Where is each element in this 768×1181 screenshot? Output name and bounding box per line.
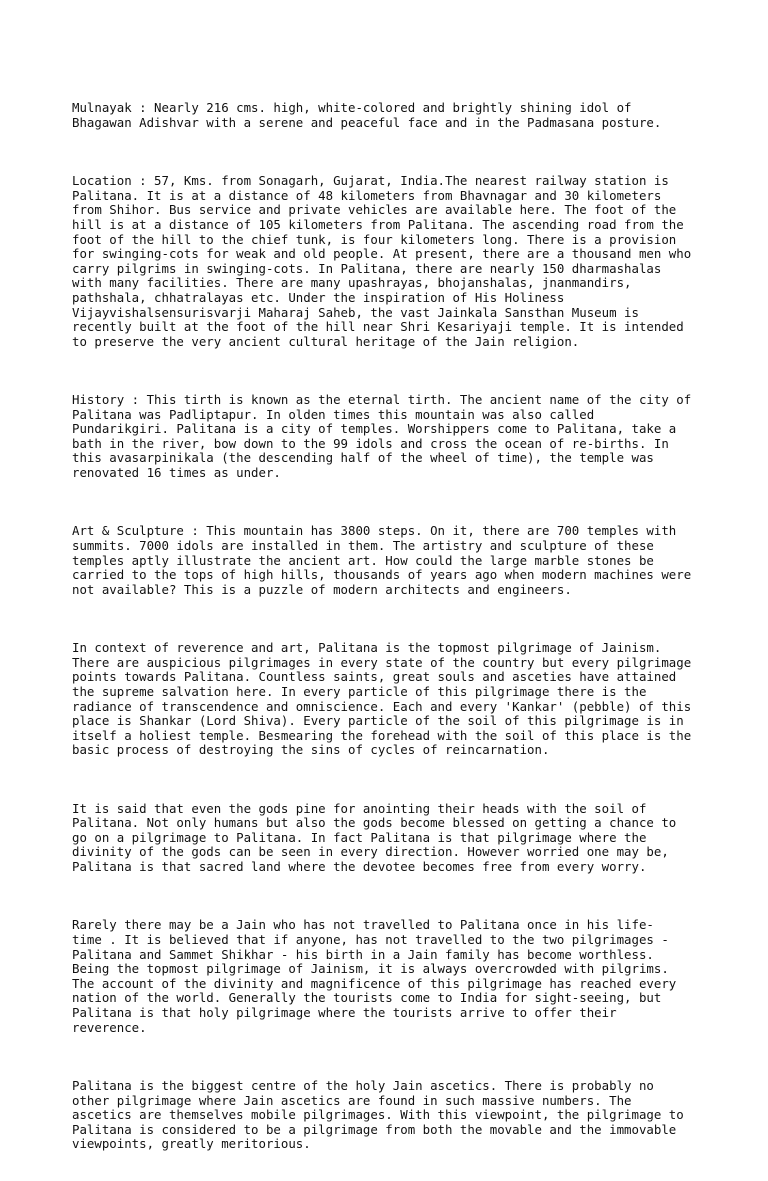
paragraph-rarely-jain: Rarely there may be a Jain who has not travelled to Palitana once in his life- time . It is believed that if anyone, has not travelled to the two pilgrimages - Palitana and Sammet Shikhar - his birth in a Jain family has become worthless. Being the topmost pilgrimage of Jainism, it is always overcrowded with pilgrims. The account of the divinity and magnificence of this pilgrimage has reached every nation of the world. Generally the tourists come to India for sight-seeing, but Palitana is that holy pilgrimage where the tourists arrive to offer their reverence.	[72, 917, 677, 1035]
paragraph-gods-pine: It is said that even the gods pine for anointing their heads with the soil of Palitana. Not only humans but also the gods become blessed on getting a chance to go on a pilgrimage to Palitana. In fact Palitana is that pilgrimage where the divinity of the gods can be seen in every direction. However worried one may be, Palitana is that sacred land where the devotee becomes free from every worry.	[72, 800, 677, 875]
document-page	[72, 72, 712, 1181]
paragraph-reverence-and-art: In context of reverence and art, Palitana is the topmost pilgrimage of Jainism. There are auspicious pilgrimages in every state of the country but every pilgrimage points towards Palitana. Countless saints, great souls and asceties have attained the supreme salvation here. In every particle of this pilgrimage there is the radiance of transcendence and omniscience. Each and every 'Kankar' (pebble) of this place is Shankar (Lord Shiva). Every particle of the soil of this pilgrimage is in itself a holiest temple. Besmearing the forehead with the soil of this place is the basic process of destroying the sins of cycles of reincarnation.	[72, 640, 692, 758]
paragraph-location: Location : 57, Kms. from Sonagarh, Gujarat, India.The nearest railway station is Palitana. It is at a distance of 48 kilometers from Bhavnagar and 30 kilometers from Shihor. Bus service and private vehicles are available here. The foot of the hill is at a distance of 105 kilometers from Palitana. The ascending road from the foot of the hill to the chief tunk, is four kilometers long. There is a provision for swinging-cots for weak and old people. At present, there are a thousand men who carry pilgrims in swinging-cots. In Palitana, there are nearly 150 dharmashalas with many facilities. There are many upashrayas, bhojanshalas, jnanmandirs, pathshala, chhatralayas etc. Under the inspiration of His Holiness Vijayvishalsensurisvarji Maharaj Saheb, the vast Jainkala Sansthan Museum is recently built at the foot of the hill near Shri Kesariyaji temple. It is intended to preserve the very ancient cultural heritage of the Jain religion.	[72, 173, 692, 349]
paragraph-mulnayak: Mulnayak : Nearly 216 cms. high, white-colored and brightly shining idol of Bhagawan Adishvar with a serene and peaceful face and in the Padmasana posture.	[72, 100, 662, 130]
paragraph-art-sculpture: Art & Sculpture : This mountain has 3800 steps. On it, there are 700 temples with summits. 7000 idols are installed in them. The artistry and sculpture of these temples aptly illustrate the ancient art. How could the large marble stones be carried to the tops of high hills, thousands of years ago when modern machines were not available? This is a puzzle of modern architects and engineers.	[72, 523, 692, 597]
paragraph-history: History : This tirth is known as the eternal tirth. The ancient name of the city of Palitana was Padliptapur. In olden times this mountain was also called Pundarikgiri. Palitana is a city of temples. Worshippers come to Palitana, take a bath in the river, bow down to the 99 idols and cross the ocean of re-births. In this avasarpinikala (the descending half of the wheel of time), the temple was renovated 16 times as under.	[72, 392, 692, 481]
paragraph-ascetics-centre: Palitana is the biggest centre of the holy Jain ascetics. There is probably no other pilgrimage where Jain ascetics are found in such massive numbers. The ascetics are themselves mobile pilgrimages. With this viewpoint, the pilgrimage to Palitana is considered to be a pilgrimage from both the movable and the immovable viewpoints, greatly meritorious.	[72, 1077, 684, 1152]
